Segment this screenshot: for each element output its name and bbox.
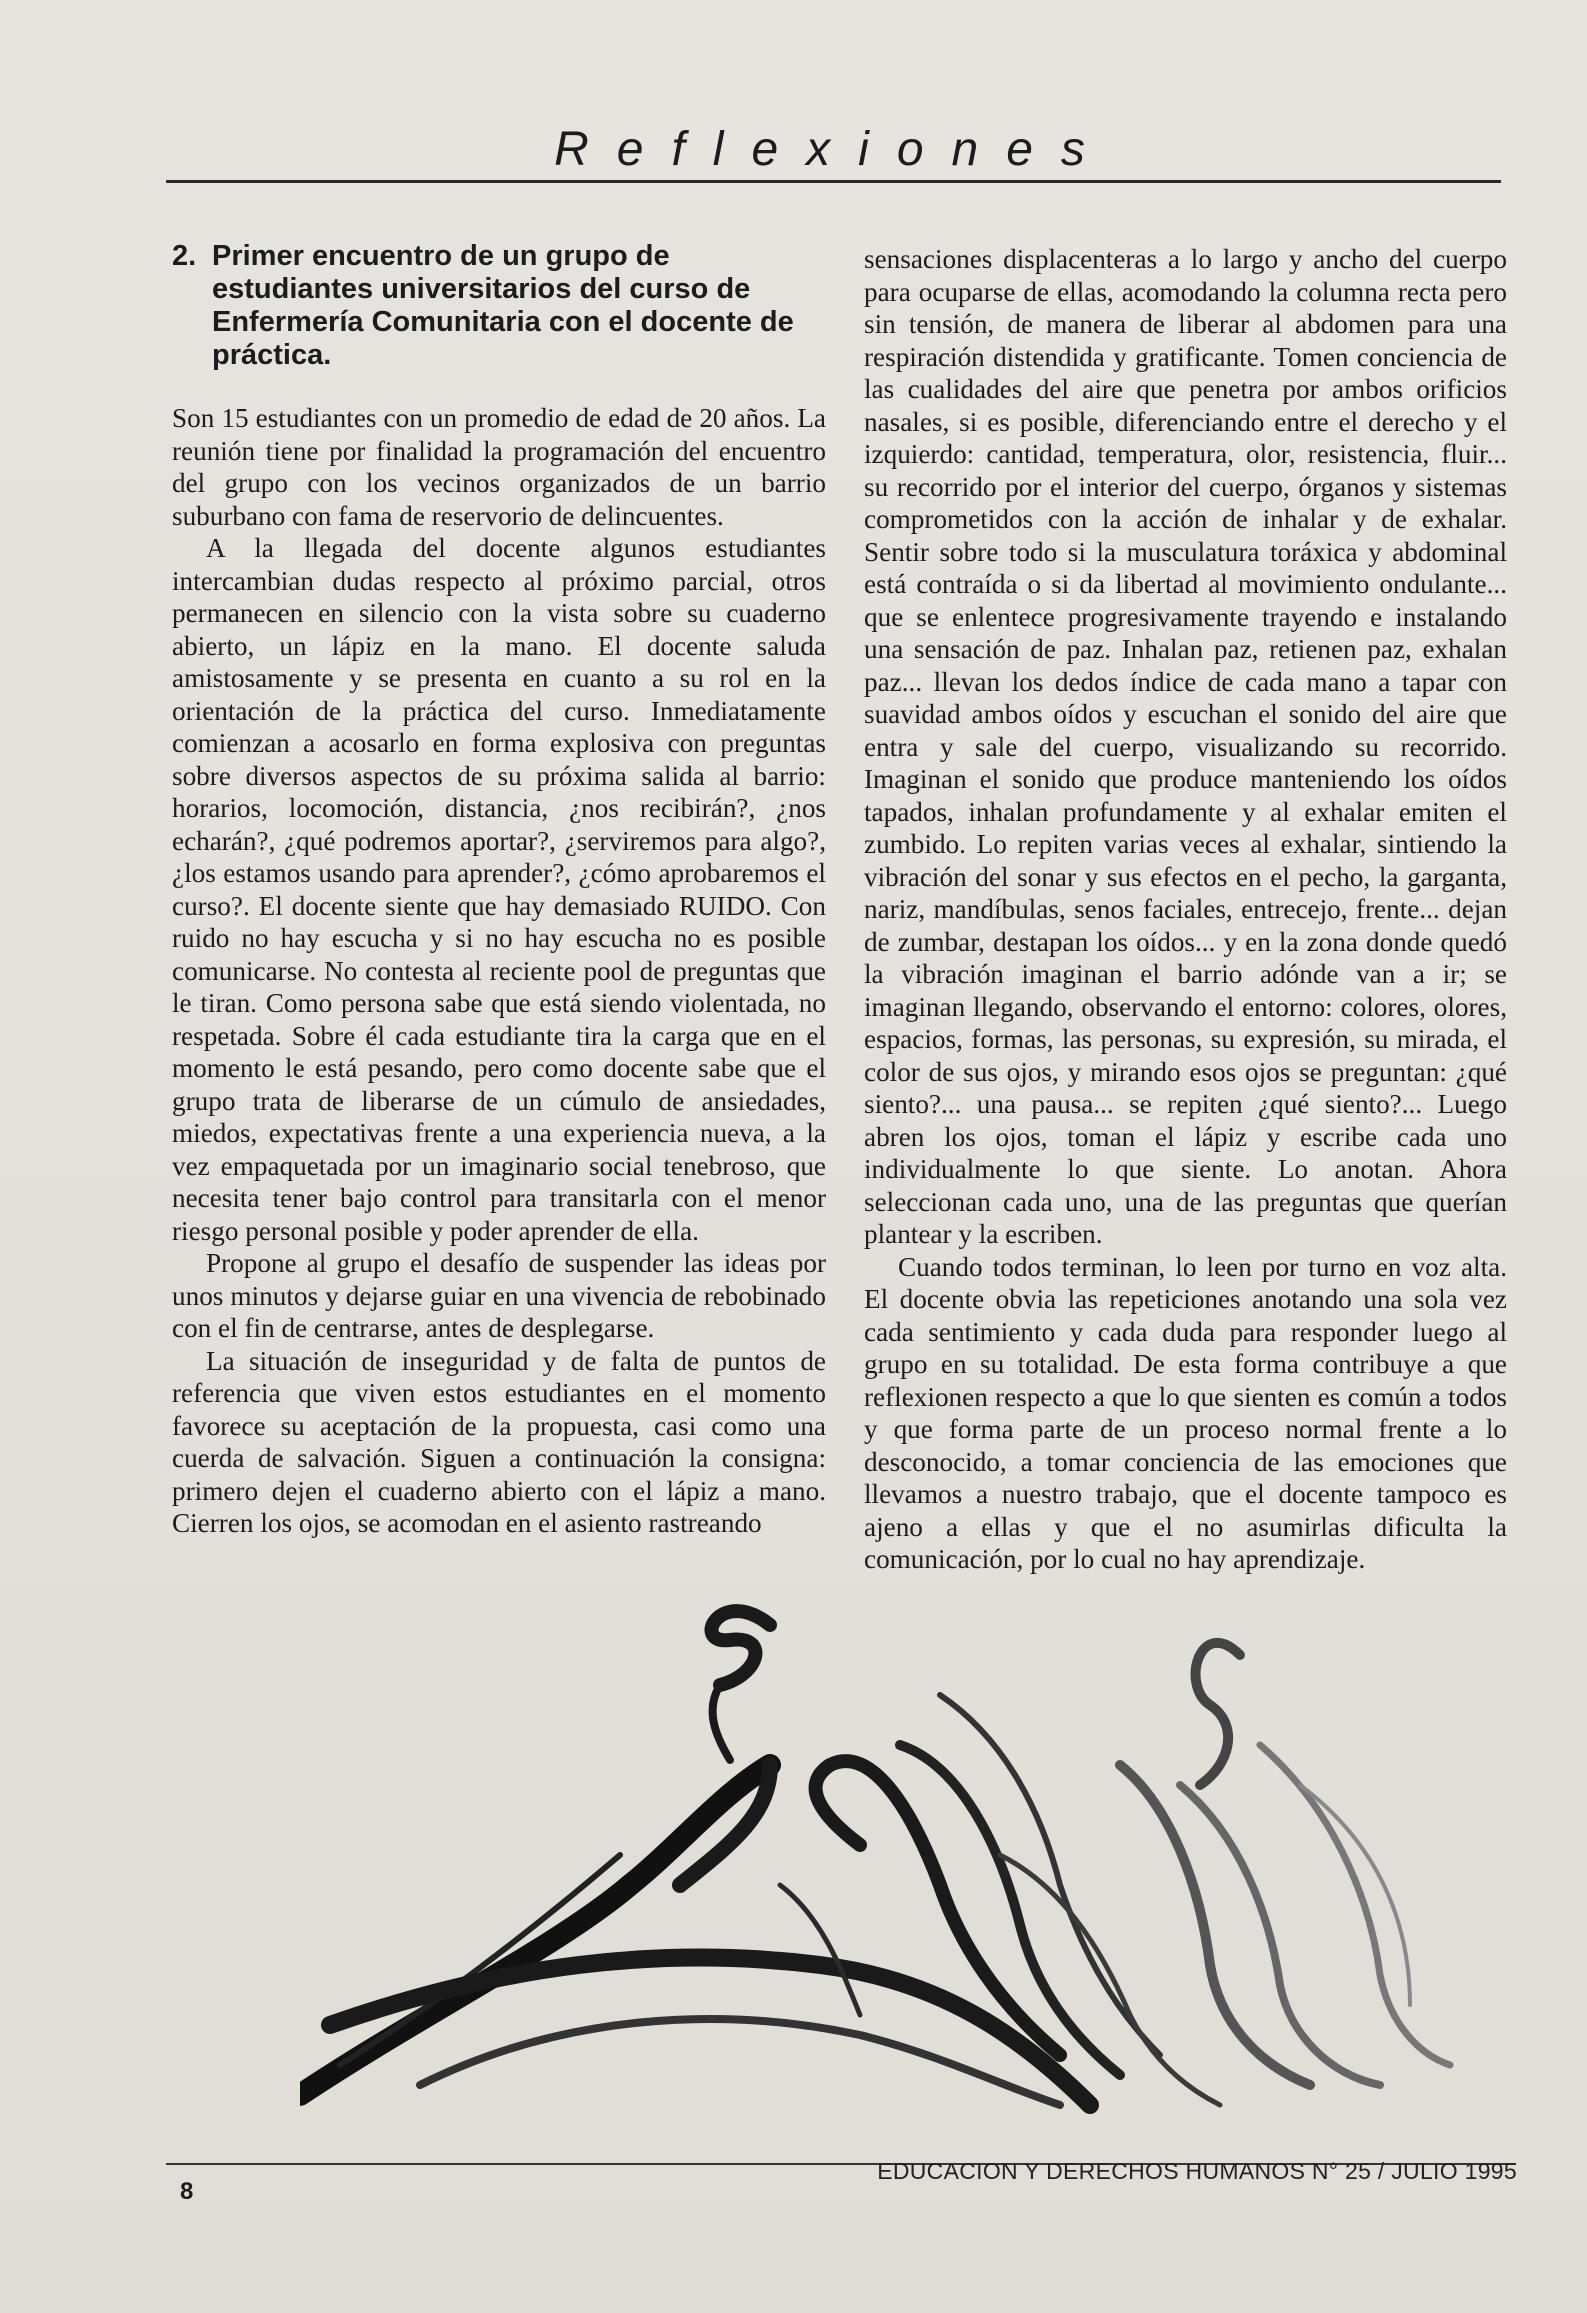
paragraph: Son 15 estudiantes con un promedio de edad de 20 años. La reunión tiene por finalidad la programación del encuentro del grupo con los vecinos organizados de un barrio suburbano con fama de reservorio de delincuentes. xyxy=(172,403,826,531)
right-column xyxy=(864,243,1507,1576)
brush-stroke xyxy=(420,2019,1060,2105)
brush-stroke xyxy=(816,1761,1060,2055)
paragraph: A la llegada del docente algunos estudiantes intercambian dudas respecto al próximo parcial, otros permanecen en silencio con la vista sobre su cuaderno abierto, un lápiz en la mano. El docente saluda amistosamente y se presenta en cuanto a su rol en la orientación de la práctica del curso. Inmediatamente comienzan a acosarlo en forma explosiva con preguntas sobre diversos aspectos de su próxima salida al barrio: horarios, locomoción, distancia, ¿nos recibirán?, ¿nos echarán?, ¿qué podremos aportar?, ¿serviremos para algo?, ¿los estamos usando para aprender?, ¿cómo aprobaremos el curso?. El docente siente que hay demasiado RUIDO. Con ruido no hay escucha y si no hay escucha no es posible comunicarse. No contesta al reciente pool de preguntas que le tiran. Como persona sabe que está siendo violentada, no respetada. Sobre él cada estudiante tira la carga que en el momento le está pesando, pero como docente sabe que el grupo trata de liberarse de un cúmulo de ansiedades, miedos, expectativas frente a una experiencia nueva, a la vez empaquetada por un imaginario social tenebroso, que necesita tener bajo control para transitarla con el menor riesgo personal posible y poder aprender de ella. xyxy=(172,533,826,1246)
page-number: 8 xyxy=(180,2178,194,2205)
brush-stroke xyxy=(1300,1785,1410,2005)
section-number: 2. xyxy=(172,240,197,272)
paragraph: Cuando todos terminan, lo leen por turno en voz alta. El docente obvia las repeticiones anotando una sola vez cada sentimiento y cada duda para responder luego al grupo en su totalidad. De esta forma contribuye a que reflexionen respecto a que lo que sienten es común a todos y que forma parte de un proceso normal frente a lo desconocido, a tomar conciencia de las emociones que llevamos a nuestro trabajo, que el docente tampoco es ajeno a ellas y que el no asumirlas dificulta la comunicación, por lo cual no hay aprendizaje. xyxy=(864,1251,1507,1574)
section-heading xyxy=(172,240,826,372)
brush-stroke xyxy=(713,1685,730,1760)
brush-stroke xyxy=(780,1885,860,2015)
section-header xyxy=(166,118,1501,183)
brush-stroke xyxy=(1196,1643,1240,1785)
paragraph: Propone al grupo el desafío de suspender las ideas por unos minutos y dejarse guiar en una vivencia de rebobinado con el fin de centrarse, antes de desplegarse. xyxy=(172,1248,826,1343)
calligraphic-brush-illustration xyxy=(300,1585,1500,2125)
paragraph: sensaciones displacenteras a lo largo y ancho del cuerpo para ocuparse de ellas, acomodando la columna recta pero sin tensión, de manera de liberar al abdomen para una respiración distendida y gratificante. Tomen conciencia de las cualidades del aire que penetra por ambos orificios nasales, si es posible, diferenciando entre el derecho y el izquierdo: cantidad, temperatura, olor, resistencia, fluir... su recorrido por el interior del cuerpo, órganos y sistemas comprometidos con la acción de inhalar y de exhalar. Sentir sobre todo si la musculatura toráxica y abdominal está contraída o si da libertad al movimiento ondulante... que se enlentece progresivamente trayendo e instalando una sensación de paz. Inhalan paz, retienen paz, exhalan paz... llevan los dedos índice de cada mano a tapar con suavidad ambos oídos y escuchan el sonido del aire que entra y sale del cuerpo, visualizando su recorrido. Imaginan el sonido que produce manteniendo los oídos tapados, inhalan profundamente y al exhalar emiten el zumbido. Lo repiten varias veces al exhalar, sintiendo la vibración del sonar y sus efectos en el pecho, la garganta, nariz, mandíbulas, senos faciales, entrecejo, frente... dejan de zumbar, destapan los oídos... y en la zona donde quedó la vibración imaginan el barrio adónde van a ir; se imaginan llegando, observando el entorno: colores, olores, espacios, formas, las personas, su expresión, su mirada, el color de sus ojos, y mirando esos ojos se preguntan: ¿qué siento?... una pausa... se repiten ¿qué siento?... Luego abren los ojos, toman el lápiz y escribe cada uno individualmente lo que siente. Lo anotan. Ahora seleccionan cada uno, una de las preguntas que querían plantear y la escriben. xyxy=(864,244,1507,1249)
paragraph: La situación de inseguridad y de falta de puntos de referencia que viven estos estudiantes en el momento favorece su aceptación de la propuesta, casi como una cuerda de salvación. Siguen a continuación la consigna: primero dejen el cuaderno abierto con el lápiz a mano. Cierren los ojos, se acomodan en el asiento rastreando xyxy=(172,1345,826,1538)
publication-footer: EDUCACION Y DERECHOS HUMANOS N° 25 / JULIO 1995 xyxy=(877,2158,1517,2184)
section-title: Primer encuentro de un grupo de estudiantes universitarios del curso de Enfermería Comunitaria con el docente de práctica. xyxy=(212,240,794,371)
brush-stroke xyxy=(1120,1765,1310,2085)
brush-stroke xyxy=(330,1958,1090,2106)
brush-stroke xyxy=(711,1611,770,1685)
brush-stroke xyxy=(900,1745,1120,2075)
header-title: Reflexiones xyxy=(554,123,1113,176)
left-column xyxy=(172,240,826,1540)
